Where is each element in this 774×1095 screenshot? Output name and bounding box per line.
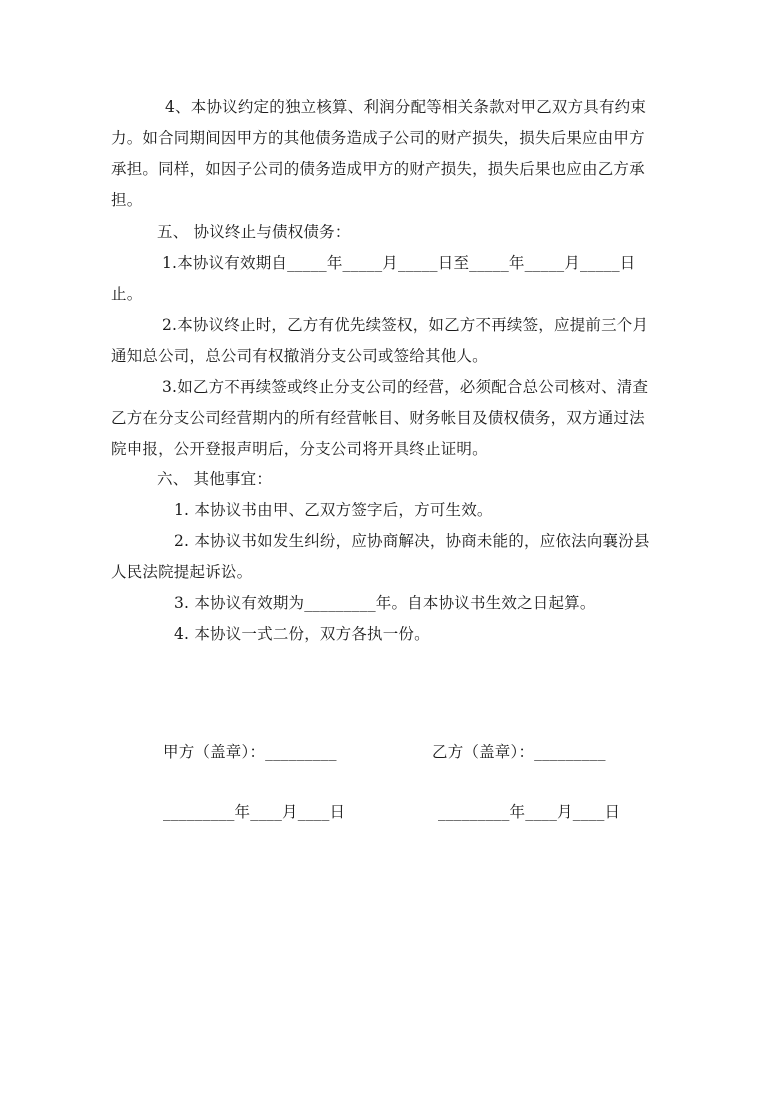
clause4-line3: 承担。同样，如因子公司的债务造成甲方的财产损失，损失后果也应由乙方承 — [111, 160, 645, 178]
section6-item1: 1. 本协议书由甲、乙双方签字后，方可生效。 — [174, 501, 493, 519]
section5-item3-line3: 院申报，公开登报声明后，分支公司将开具终止证明。 — [111, 440, 488, 458]
party-a-date: _________年____月____日 — [163, 803, 346, 821]
section6-item2-line2: 人民法院提起诉讼。 — [111, 563, 253, 581]
party-b-date: _________年____月____日 — [438, 803, 621, 821]
section6-heading: 六、 其他事宜： — [157, 470, 273, 488]
section5-item3-line1: 3.如乙方不再续签或终止分支公司的经营，必须配合总公司核对、清查 — [162, 378, 649, 396]
clause4-line1: 4、本协议约定的独立核算、利润分配等相关条款对甲乙双方具有约束 — [165, 98, 647, 116]
party-a-signature: 甲方（盖章）：_________ — [163, 743, 337, 761]
section5-heading: 五、 协议终止与债权债务： — [157, 223, 351, 241]
section5-item2-line1: 2.本协议终止时，乙方有优先续签权，如乙方不再续签，应提前三个月 — [162, 316, 649, 334]
section6-item3: 3. 本协议有效期为_________年。自本协议书生效之日起算。 — [174, 594, 596, 612]
section6-item4: 4. 本协议一式二份，双方各执一份。 — [174, 625, 430, 643]
section5-item1-line2: 止。 — [111, 285, 143, 303]
section5-item3-line2: 乙方在分支公司经营期内的所有经营帐目、财务帐目及债权债务，双方通过法 — [111, 409, 645, 427]
clause4-line2: 力。如合同期间因甲方的其他债务造成子公司的财产损失，损失后果应由甲方 — [111, 129, 645, 147]
section5-item2-line2: 通知总公司，总公司有权撤消分支公司或签给其他人。 — [111, 347, 488, 365]
party-b-signature: 乙方（盖章）：_________ — [432, 743, 606, 761]
clause4-line4: 担。 — [111, 191, 143, 209]
section5-item1-line1: 1.本协议有效期自_____年_____月_____日至_____年_____月_____日 — [162, 254, 636, 272]
section6-item2-line1: 2. 本协议书如发生纠纷，应协商解决，协商未能的，应依法向襄汾县 — [174, 532, 650, 550]
